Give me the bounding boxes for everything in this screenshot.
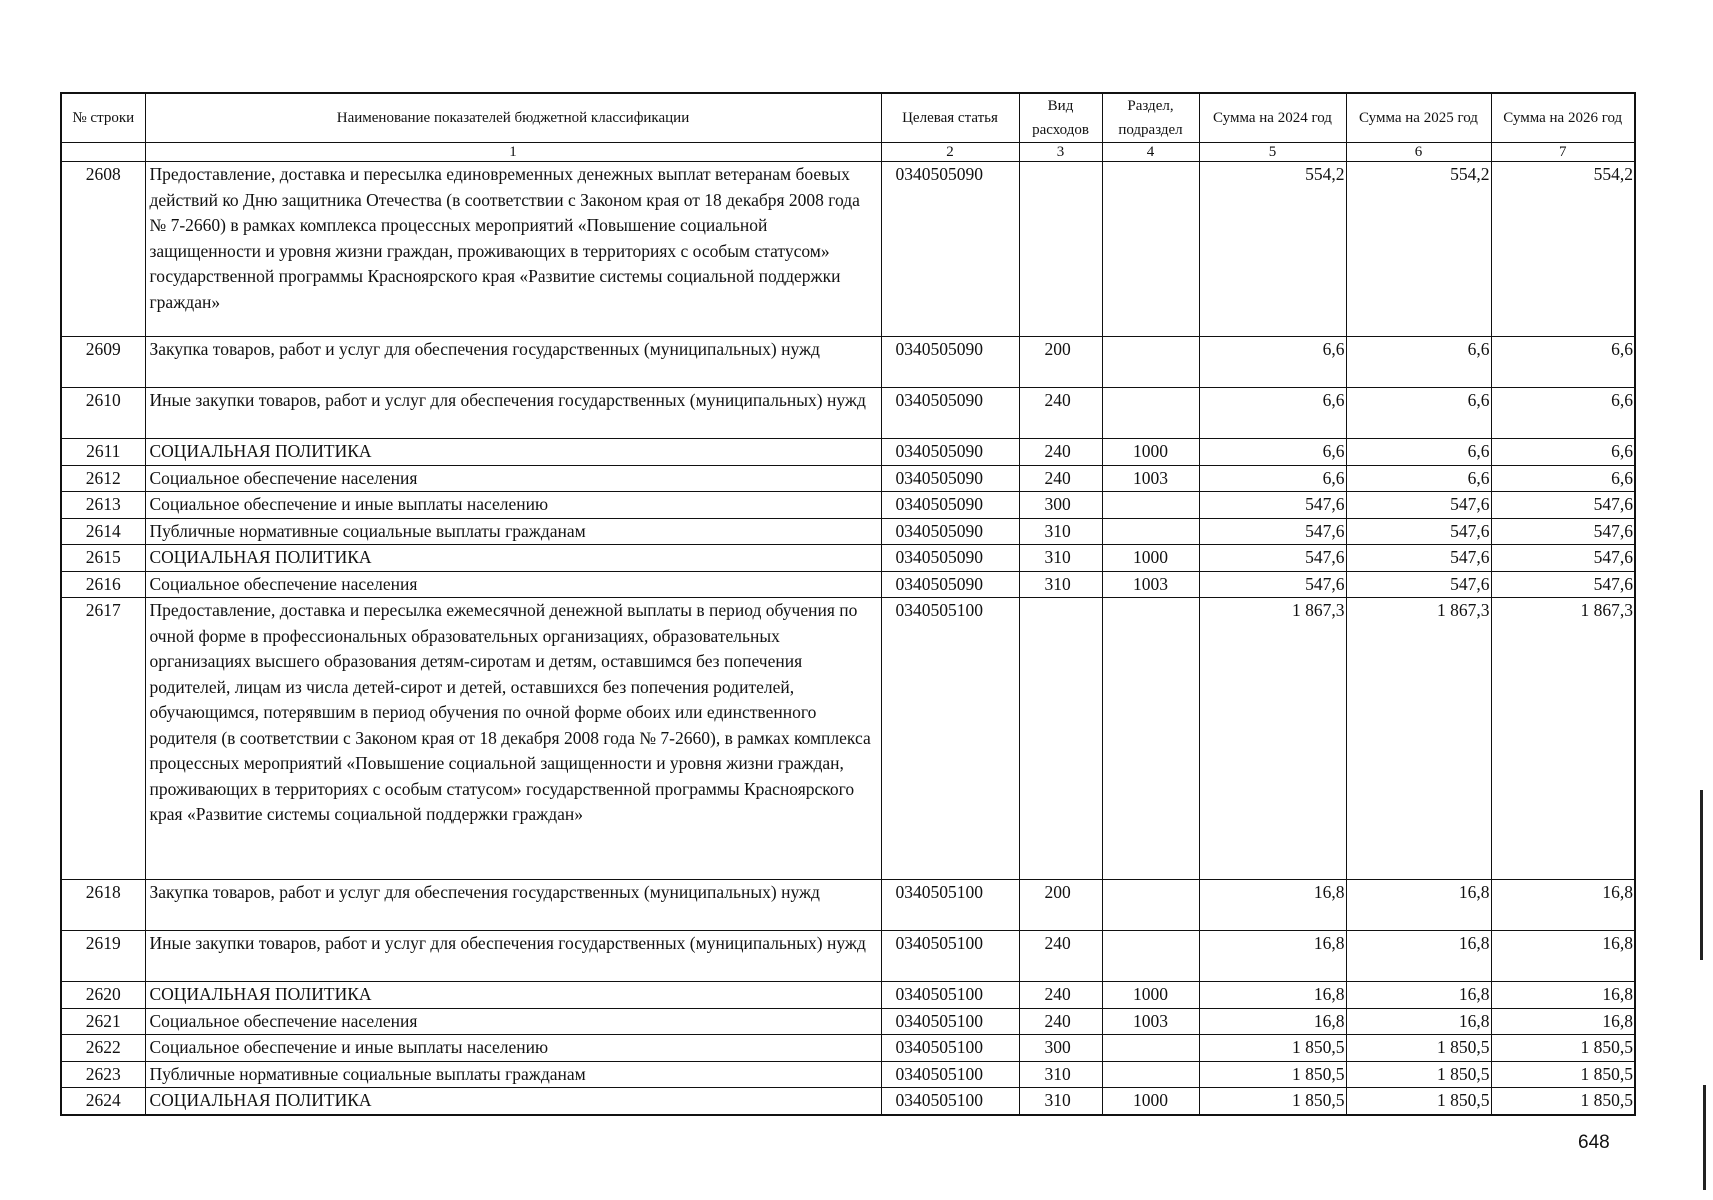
indicator-name: СОЦИАЛЬНАЯ ПОЛИТИКА bbox=[145, 545, 881, 572]
column-number-row bbox=[61, 143, 1635, 162]
indicator-name: Публичные нормативные социальные выплаты гражданам bbox=[145, 1061, 881, 1088]
expense-type-code: 310 bbox=[1019, 1061, 1102, 1088]
sum-2024: 1 850,5 bbox=[1199, 1061, 1346, 1088]
column-number: 6 bbox=[1346, 143, 1491, 162]
table-row bbox=[61, 518, 1635, 545]
column-number bbox=[61, 143, 145, 162]
expense-type-code: 200 bbox=[1019, 337, 1102, 388]
sum-2025: 16,8 bbox=[1346, 1008, 1491, 1035]
table-row bbox=[61, 880, 1635, 931]
sum-2024: 6,6 bbox=[1199, 465, 1346, 492]
sum-2024: 6,6 bbox=[1199, 337, 1346, 388]
sum-2026: 1 850,5 bbox=[1491, 1061, 1635, 1088]
section-code: 1000 bbox=[1102, 545, 1199, 572]
sum-2024: 547,6 bbox=[1199, 518, 1346, 545]
expense-type-code: 200 bbox=[1019, 880, 1102, 931]
sum-2025: 6,6 bbox=[1346, 388, 1491, 439]
section-code: 1000 bbox=[1102, 1088, 1199, 1115]
sum-2025: 16,8 bbox=[1346, 931, 1491, 982]
indicator-name: Предоставление, доставка и пересылка ежемесячной денежной выплаты в период обучения по очной форме в профессиональных образовательных организациях, образовательных организациях высшего образования детям-сиротам и детям, оставшимся без попечения родителей, лицам из числа детей-сирот и детей, оставшихся без попечения родителей, обучающимся, потерявшим в период обучения по очной форме обоих или единственного родителя (в соответствии с Законом края от 18 декабря 2008 года № 7-2660), в рамках комплекса процессных мероприятий «Повышение социальной защищенности и уровня жизни граждан, проживающих в территориях с особым статусом» государственной программы Красноярского края «Развитие системы социальной поддержки граждан» bbox=[145, 598, 881, 880]
sum-2025: 16,8 bbox=[1346, 880, 1491, 931]
target-article-code: 0340505100 bbox=[881, 1035, 1019, 1062]
scan-margin-mark bbox=[1700, 790, 1703, 960]
sum-2026: 16,8 bbox=[1491, 931, 1635, 982]
sum-2025: 6,6 bbox=[1346, 439, 1491, 466]
section-code bbox=[1102, 1035, 1199, 1062]
header-sum-2025: Сумма на 2025 год bbox=[1346, 93, 1491, 143]
sum-2026: 547,6 bbox=[1491, 518, 1635, 545]
sum-2026: 547,6 bbox=[1491, 571, 1635, 598]
table-row bbox=[61, 1035, 1635, 1062]
target-article-code: 0340505090 bbox=[881, 545, 1019, 572]
indicator-name: СОЦИАЛЬНАЯ ПОЛИТИКА bbox=[145, 1088, 881, 1115]
sum-2024: 1 850,5 bbox=[1199, 1035, 1346, 1062]
section-code bbox=[1102, 388, 1199, 439]
sum-2024: 16,8 bbox=[1199, 880, 1346, 931]
scan-margin-mark bbox=[1703, 1085, 1706, 1190]
row-number: 2615 bbox=[61, 545, 145, 572]
indicator-name: Социальное обеспечение населения bbox=[145, 465, 881, 492]
target-article-code: 0340505100 bbox=[881, 931, 1019, 982]
row-number: 2616 bbox=[61, 571, 145, 598]
row-number: 2608 bbox=[61, 162, 145, 337]
table-row bbox=[61, 1088, 1635, 1115]
table-row bbox=[61, 337, 1635, 388]
sum-2026: 16,8 bbox=[1491, 880, 1635, 931]
table-row bbox=[61, 465, 1635, 492]
row-number: 2624 bbox=[61, 1088, 145, 1115]
sum-2024: 547,6 bbox=[1199, 545, 1346, 572]
expense-type-code bbox=[1019, 598, 1102, 880]
sum-2024: 1 850,5 bbox=[1199, 1088, 1346, 1115]
row-number: 2612 bbox=[61, 465, 145, 492]
table-header bbox=[61, 93, 1635, 143]
sum-2024: 547,6 bbox=[1199, 492, 1346, 519]
target-article-code: 0340505090 bbox=[881, 492, 1019, 519]
page-number: 648 bbox=[1578, 1132, 1610, 1153]
expense-type-code: 240 bbox=[1019, 1008, 1102, 1035]
indicator-name: Закупка товаров, работ и услуг для обеспечения государственных (муниципальных) нужд bbox=[145, 337, 881, 388]
section-code: 1000 bbox=[1102, 439, 1199, 466]
table-row bbox=[61, 162, 1635, 337]
header-indicator-name: Наименование показателей бюджетной классификации bbox=[145, 93, 881, 143]
target-article-code: 0340505100 bbox=[881, 880, 1019, 931]
sum-2025: 1 850,5 bbox=[1346, 1088, 1491, 1115]
target-article-code: 0340505090 bbox=[881, 571, 1019, 598]
header-row-number: № строки bbox=[61, 93, 145, 143]
table-row bbox=[61, 388, 1635, 439]
indicator-name: Публичные нормативные социальные выплаты гражданам bbox=[145, 518, 881, 545]
expense-type-code bbox=[1019, 162, 1102, 337]
row-number: 2621 bbox=[61, 1008, 145, 1035]
sum-2026: 554,2 bbox=[1491, 162, 1635, 337]
header-sum-2026: Сумма на 2026 год bbox=[1491, 93, 1635, 143]
target-article-code: 0340505090 bbox=[881, 162, 1019, 337]
target-article-code: 0340505100 bbox=[881, 1008, 1019, 1035]
column-number: 4 bbox=[1102, 143, 1199, 162]
expense-type-code: 310 bbox=[1019, 518, 1102, 545]
budget-classification-table bbox=[60, 92, 1636, 1116]
section-code bbox=[1102, 337, 1199, 388]
indicator-name: Социальное обеспечение и иные выплаты населению bbox=[145, 1035, 881, 1062]
sum-2026: 6,6 bbox=[1491, 465, 1635, 492]
expense-type-code: 300 bbox=[1019, 492, 1102, 519]
sum-2026: 1 867,3 bbox=[1491, 598, 1635, 880]
sum-2026: 6,6 bbox=[1491, 337, 1635, 388]
expense-type-code: 310 bbox=[1019, 571, 1102, 598]
header-section: Раздел, подраздел bbox=[1102, 93, 1199, 143]
indicator-name: Социальное обеспечение и иные выплаты населению bbox=[145, 492, 881, 519]
section-code bbox=[1102, 518, 1199, 545]
column-number: 2 bbox=[881, 143, 1019, 162]
expense-type-code: 240 bbox=[1019, 465, 1102, 492]
target-article-code: 0340505100 bbox=[881, 598, 1019, 880]
table-row bbox=[61, 439, 1635, 466]
target-article-code: 0340505090 bbox=[881, 518, 1019, 545]
expense-type-code: 240 bbox=[1019, 439, 1102, 466]
column-number: 7 bbox=[1491, 143, 1635, 162]
sum-2026: 6,6 bbox=[1491, 388, 1635, 439]
sum-2024: 16,8 bbox=[1199, 1008, 1346, 1035]
target-article-code: 0340505100 bbox=[881, 1061, 1019, 1088]
sum-2026: 1 850,5 bbox=[1491, 1035, 1635, 1062]
table-body bbox=[61, 143, 1635, 1115]
header-sum-2024: Сумма на 2024 год bbox=[1199, 93, 1346, 143]
indicator-name: СОЦИАЛЬНАЯ ПОЛИТИКА bbox=[145, 982, 881, 1009]
row-number: 2611 bbox=[61, 439, 145, 466]
sum-2024: 547,6 bbox=[1199, 571, 1346, 598]
expense-type-code: 310 bbox=[1019, 1088, 1102, 1115]
sum-2025: 547,6 bbox=[1346, 518, 1491, 545]
sum-2026: 6,6 bbox=[1491, 439, 1635, 466]
sum-2024: 6,6 bbox=[1199, 388, 1346, 439]
sum-2025: 1 867,3 bbox=[1346, 598, 1491, 880]
expense-type-code: 300 bbox=[1019, 1035, 1102, 1062]
section-code bbox=[1102, 598, 1199, 880]
sum-2025: 547,6 bbox=[1346, 492, 1491, 519]
expense-type-code: 240 bbox=[1019, 388, 1102, 439]
section-code bbox=[1102, 492, 1199, 519]
indicator-name: СОЦИАЛЬНАЯ ПОЛИТИКА bbox=[145, 439, 881, 466]
target-article-code: 0340505090 bbox=[881, 388, 1019, 439]
header-target-article: Целевая статья bbox=[881, 93, 1019, 143]
sum-2024: 16,8 bbox=[1199, 982, 1346, 1009]
expense-type-code: 310 bbox=[1019, 545, 1102, 572]
indicator-name: Иные закупки товаров, работ и услуг для обеспечения государственных (муниципальных) нужд bbox=[145, 388, 881, 439]
section-code: 1003 bbox=[1102, 1008, 1199, 1035]
column-number: 5 bbox=[1199, 143, 1346, 162]
column-number: 1 bbox=[145, 143, 881, 162]
target-article-code: 0340505090 bbox=[881, 439, 1019, 466]
row-number: 2614 bbox=[61, 518, 145, 545]
sum-2024: 16,8 bbox=[1199, 931, 1346, 982]
section-code bbox=[1102, 162, 1199, 337]
table-row bbox=[61, 545, 1635, 572]
section-code: 1000 bbox=[1102, 982, 1199, 1009]
column-number: 3 bbox=[1019, 143, 1102, 162]
target-article-code: 0340505090 bbox=[881, 337, 1019, 388]
sum-2025: 554,2 bbox=[1346, 162, 1491, 337]
target-article-code: 0340505090 bbox=[881, 465, 1019, 492]
table-row bbox=[61, 1008, 1635, 1035]
sum-2026: 547,6 bbox=[1491, 545, 1635, 572]
indicator-name: Социальное обеспечение населения bbox=[145, 1008, 881, 1035]
indicator-name: Иные закупки товаров, работ и услуг для обеспечения государственных (муниципальных) нужд bbox=[145, 931, 881, 982]
target-article-code: 0340505100 bbox=[881, 1088, 1019, 1115]
sum-2024: 554,2 bbox=[1199, 162, 1346, 337]
table-row bbox=[61, 931, 1635, 982]
row-number: 2623 bbox=[61, 1061, 145, 1088]
row-number: 2617 bbox=[61, 598, 145, 880]
sum-2025: 1 850,5 bbox=[1346, 1061, 1491, 1088]
table-row bbox=[61, 1061, 1635, 1088]
target-article-code: 0340505100 bbox=[881, 982, 1019, 1009]
table-row bbox=[61, 598, 1635, 880]
table-row bbox=[61, 571, 1635, 598]
sum-2024: 1 867,3 bbox=[1199, 598, 1346, 880]
row-number: 2622 bbox=[61, 1035, 145, 1062]
sum-2025: 6,6 bbox=[1346, 337, 1491, 388]
header-expense-type: Вид расходов bbox=[1019, 93, 1102, 143]
sum-2025: 1 850,5 bbox=[1346, 1035, 1491, 1062]
sum-2026: 16,8 bbox=[1491, 982, 1635, 1009]
expense-type-code: 240 bbox=[1019, 931, 1102, 982]
expense-type-code: 240 bbox=[1019, 982, 1102, 1009]
row-number: 2620 bbox=[61, 982, 145, 1009]
indicator-name: Предоставление, доставка и пересылка единовременных денежных выплат ветеранам боевых действий ко Дню защитника Отечества (в соответствии с Законом края от 18 декабря 2008 года № 7-2660) в рамках комплекса процессных мероприятий «Повышение социальной защищенности и уровня жизни граждан, проживающих в территориях с особым статусом» государственной программы Красноярского края «Развитие системы социальной поддержки граждан» bbox=[145, 162, 881, 337]
section-code: 1003 bbox=[1102, 465, 1199, 492]
sum-2026: 16,8 bbox=[1491, 1008, 1635, 1035]
row-number: 2613 bbox=[61, 492, 145, 519]
sum-2026: 547,6 bbox=[1491, 492, 1635, 519]
sum-2024: 6,6 bbox=[1199, 439, 1346, 466]
row-number: 2610 bbox=[61, 388, 145, 439]
sum-2026: 1 850,5 bbox=[1491, 1088, 1635, 1115]
header-row bbox=[61, 93, 1635, 143]
section-code bbox=[1102, 931, 1199, 982]
sum-2025: 547,6 bbox=[1346, 571, 1491, 598]
sum-2025: 547,6 bbox=[1346, 545, 1491, 572]
sum-2025: 6,6 bbox=[1346, 465, 1491, 492]
section-code bbox=[1102, 1061, 1199, 1088]
section-code bbox=[1102, 880, 1199, 931]
indicator-name: Закупка товаров, работ и услуг для обеспечения государственных (муниципальных) нужд bbox=[145, 880, 881, 931]
section-code: 1003 bbox=[1102, 571, 1199, 598]
row-number: 2619 bbox=[61, 931, 145, 982]
table-row bbox=[61, 982, 1635, 1009]
indicator-name: Социальное обеспечение населения bbox=[145, 571, 881, 598]
sum-2025: 16,8 bbox=[1346, 982, 1491, 1009]
table-row bbox=[61, 492, 1635, 519]
row-number: 2609 bbox=[61, 337, 145, 388]
row-number: 2618 bbox=[61, 880, 145, 931]
